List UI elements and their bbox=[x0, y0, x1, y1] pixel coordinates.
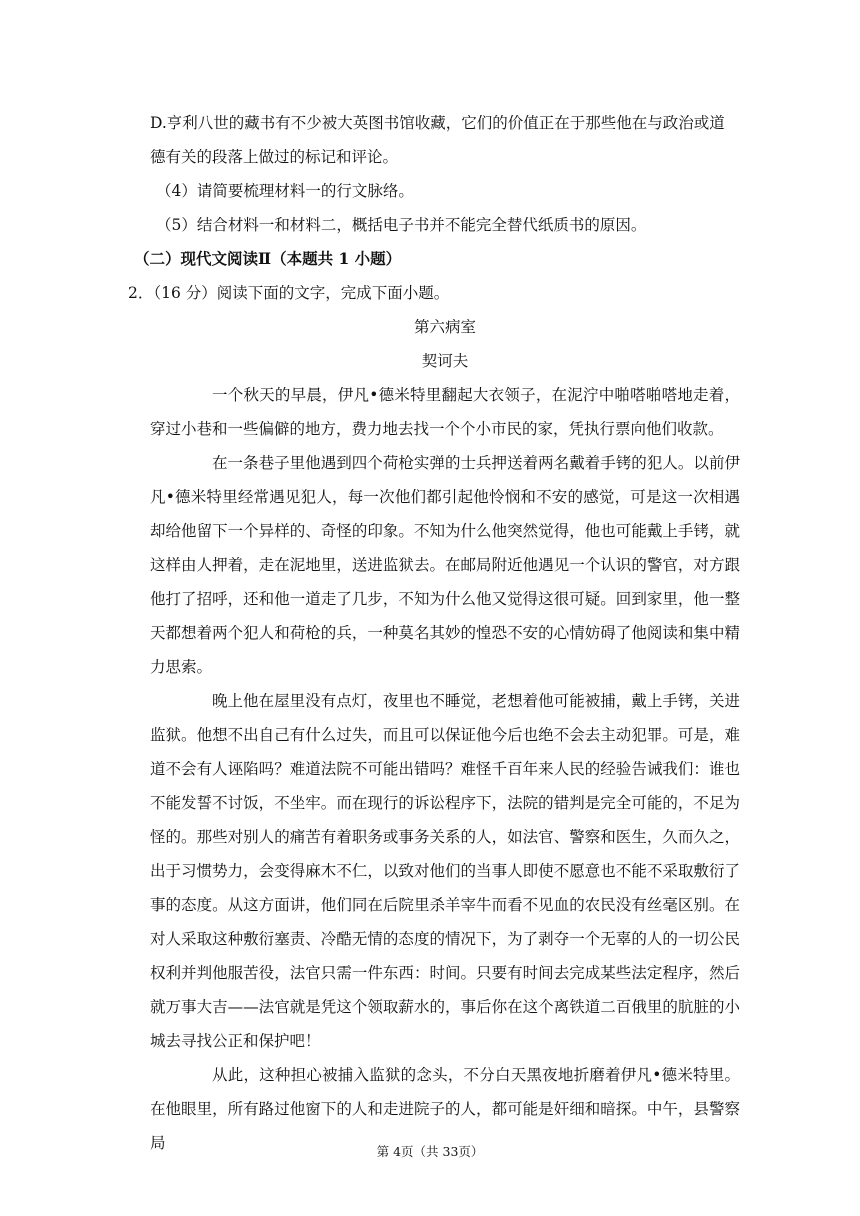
story-paragraph-3: 晚上他在屋里没有点灯，夜里也不睡觉，老想着他可能被捕，戴上手铐，关进监狱。他想不出自己有什么过失，而且可以保证他今后也绝不会去主动犯罪。可是，难道不会有人诬陷吗？难道法院不可能出错吗？难怪千百年来人民的经验告诫我们：谁也不能发誓不讨饭，不坐牢。而在现行的诉讼程序下，法院的错判是完全可能的，不足为怪的。那些对别人的痛苦有着职务或事务关系的人，如法官、警察和医生，久而久之，出于习惯势力，会变得麻木不仁，以致对他们的当事人即使不愿意也不能不采取敷衍了事的态度。从这方面讲，他们同在后院里杀羊宰牛而看不见血的农民没有丝毫区别。在对人采取这种敷衍塞责、冷酷无情的态度的情况下，为了剥夺一个无辜的人的一切公民权利并判他服苦役，法官只需一件东西：时间。只要有时间去完成某些法定程序，然后就万事大吉——法官就是凭这个领取薪水的，事后你在这个离铁道二百俄里的肮脏的小城去寻找公正和保护吧！ bbox=[150, 692, 740, 1050]
question-2-prompt: 2．（16 分）阅读下面的文字，完成下面小题。 bbox=[128, 284, 450, 302]
page-footer: 第 4页（共 33页） bbox=[376, 1144, 484, 1159]
story-paragraph-2: 在一条巷子里他遇到四个荷枪实弹的士兵押送着两名戴着手铐的犯人。以前伊凡•德米特里经常遇见犯人，每一次他们都引起他怜悯和不安的感觉，可是这一次相遇却给他留下一个异样的、奇怪的印象。不知为什么他突然觉得，他也可能戴上手铐，就这样由人押着，走在泥地里，送进监狱去。在邮局附近他遇见一个认识的警官，对方跟他打了招呼，还和他一道走了几步，不知为什么他又觉得这很可疑。回到家里，他一整天都想着两个犯人和荷枪的兵，一种莫名其妙的惶恐不安的心情妨碍了他阅读和集中精力思索。 bbox=[150, 454, 740, 676]
option-d: D.亨利八世的藏书有不少被大英图书馆收藏，它们的价值正在于那些他在与政治或道德有关的段落上做过的标记和评论。 bbox=[150, 114, 725, 166]
sub-question-5: （5）结合材料一和材料二，概括电子书并不能完全替代纸质书的原因。 bbox=[156, 216, 647, 234]
story-title: 第六病室 bbox=[413, 318, 476, 336]
page-content bbox=[128, 106, 740, 1160]
sub-question-4: （4）请简要梳理材料一的行文脉络。 bbox=[156, 182, 414, 200]
section-title: （二）现代文阅读Ⅱ（本题共 1 小题） bbox=[134, 249, 402, 268]
story-paragraph-4: 从此，这种担心被捕入监狱的念头，不分白天黑夜地折磨着伊凡•德米特里。在他眼里，所有路过他窗下的人和走进院子的人，都可能是奸细和暗探。中午，县警察局 bbox=[150, 1066, 740, 1152]
story-author: 契诃夫 bbox=[421, 352, 469, 370]
story-paragraph-1: 一个秋天的早晨，伊凡•德米特里翻起大衣领子，在泥泞中啪嗒啪嗒地走着，穿过小巷和一些偏僻的地方，费力地去找一个个小市民的家，凭执行票向他们收款。 bbox=[150, 386, 740, 438]
